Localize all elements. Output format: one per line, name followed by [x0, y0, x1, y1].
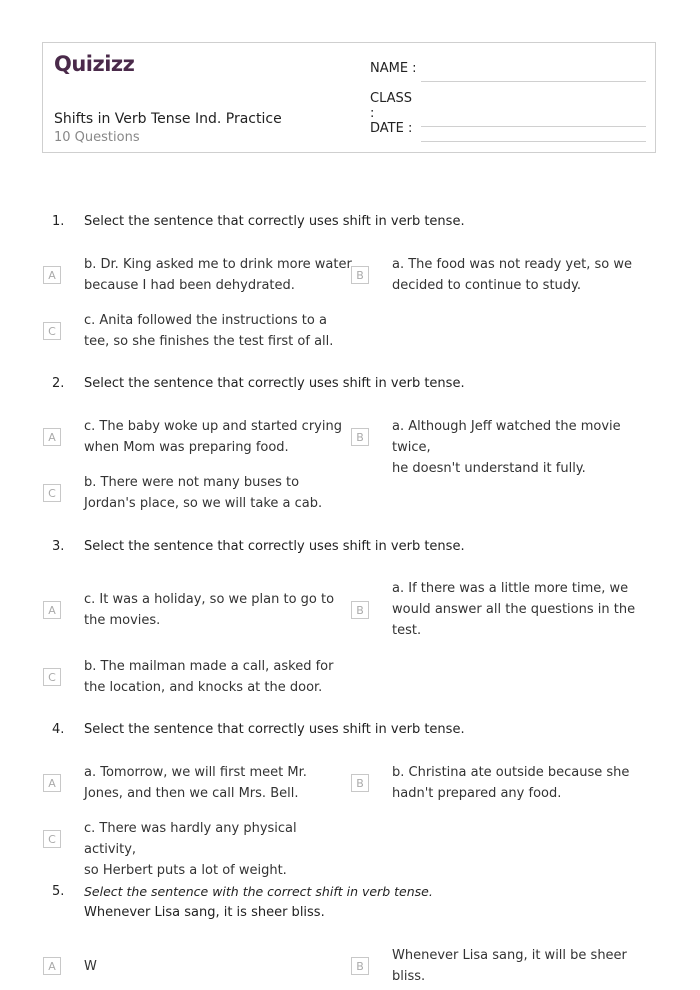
option-c-checkbox[interactable]: C [43, 322, 61, 340]
question-number: 5. [52, 884, 65, 899]
option-b-checkbox[interactable]: B [351, 428, 369, 446]
option-line: c. There was hardly any physical activity, [84, 821, 297, 857]
class-label: CLASS : [370, 91, 413, 121]
option-line: c. The baby woke up and started crying [84, 419, 342, 434]
option-a-text [84, 416, 352, 458]
name-line [421, 81, 646, 82]
option-line: the movies. [84, 613, 161, 628]
option-a-text [84, 589, 352, 631]
worksheet-title: Shifts in Verb Tense Ind. Practice [54, 111, 282, 127]
option-b-text [392, 578, 662, 641]
question-prompt: Select the sentence that correctly uses shift in verb tense. [84, 722, 465, 737]
option-a-checkbox[interactable]: A [43, 774, 61, 792]
option-line: a. The food was not ready yet, so we [392, 257, 632, 272]
option-a-checkbox[interactable]: A [43, 266, 61, 284]
question-prompt: Select the sentence that correctly uses shift in verb tense. [84, 539, 465, 554]
option-a-checkbox[interactable]: A [43, 957, 61, 975]
option-b-text [392, 762, 662, 804]
question-prompt: Select the sentence that correctly uses shift in verb tense. [84, 376, 465, 391]
option-line: so Herbert puts a lot of weight. [84, 863, 287, 878]
option-b-checkbox[interactable]: B [351, 601, 369, 619]
name-field[interactable] [370, 61, 646, 76]
option-line: b. Dr. King asked me to drink more water [84, 257, 352, 272]
option-a-text [84, 762, 352, 804]
option-b-checkbox[interactable]: B [351, 957, 369, 975]
option-c-text [84, 656, 352, 698]
option-a-text [84, 254, 352, 296]
question-count: 10 Questions [54, 130, 140, 145]
worksheet-header [42, 42, 656, 153]
option-b-checkbox[interactable]: B [351, 266, 369, 284]
option-line: Whenever Lisa sang, it will be sheer [392, 948, 627, 963]
quizizz-logo: Quizizz [54, 52, 135, 76]
option-line: W [84, 959, 97, 974]
option-a-checkbox[interactable]: A [43, 601, 61, 619]
name-label: NAME : [370, 61, 417, 76]
option-line: a. Tomorrow, we will first meet Mr. [84, 765, 307, 780]
option-b-checkbox[interactable]: B [351, 774, 369, 792]
question-number: 4. [52, 722, 65, 737]
option-c-text [84, 310, 352, 352]
class-field[interactable] [370, 91, 646, 121]
option-b-text [392, 416, 662, 479]
option-line: when Mom was preparing food. [84, 440, 289, 455]
option-c-text [84, 818, 352, 881]
option-line: bliss. [392, 969, 426, 984]
option-line: tee, so she finishes the test first of all. [84, 334, 334, 349]
date-line [421, 141, 646, 142]
option-b-text [392, 254, 662, 296]
option-a-text [84, 956, 352, 977]
option-line: because I had been dehydrated. [84, 278, 295, 293]
option-c-checkbox[interactable]: C [43, 484, 61, 502]
question-number: 2. [52, 376, 65, 391]
option-a-checkbox[interactable]: A [43, 428, 61, 446]
option-line: Jordan's place, so we will take a cab. [84, 496, 323, 511]
question-number: 3. [52, 539, 65, 554]
option-line: the location, and knocks at the door. [84, 680, 323, 695]
option-line: a. Although Jeff watched the movie twice, [392, 419, 621, 455]
option-line: b. Christina ate outside because she [392, 765, 630, 780]
option-line: a. If there was a little more time, we [392, 581, 629, 596]
option-b-text [392, 945, 662, 987]
option-line: c. It was a holiday, so we plan to go to [84, 592, 335, 607]
option-line: decided to continue to study. [392, 278, 582, 293]
option-c-checkbox[interactable]: C [43, 668, 61, 686]
option-line: Jones, and then we call Mrs. Bell. [84, 786, 299, 801]
question-prompt: Select the sentence with the correct shift in verb tense. [84, 884, 433, 899]
option-line: b. There were not many buses to [84, 475, 300, 490]
option-line: he doesn't understand it fully. [392, 461, 586, 476]
option-line: c. Anita followed the instructions to a [84, 313, 327, 328]
option-line: b. The mailman made a call, asked for [84, 659, 334, 674]
option-c-text [84, 472, 352, 514]
question-number: 1. [52, 214, 65, 229]
option-line: would answer all the questions in the [392, 602, 636, 617]
date-label: DATE : [370, 121, 413, 136]
option-c-checkbox[interactable]: C [43, 830, 61, 848]
option-line: test. [392, 623, 422, 638]
date-field[interactable] [370, 121, 646, 136]
question-prompt: Select the sentence that correctly uses shift in verb tense. [84, 214, 465, 229]
question-subprompt: Whenever Lisa sang, it is sheer bliss. [84, 905, 325, 920]
option-line: hadn't prepared any food. [392, 786, 562, 801]
